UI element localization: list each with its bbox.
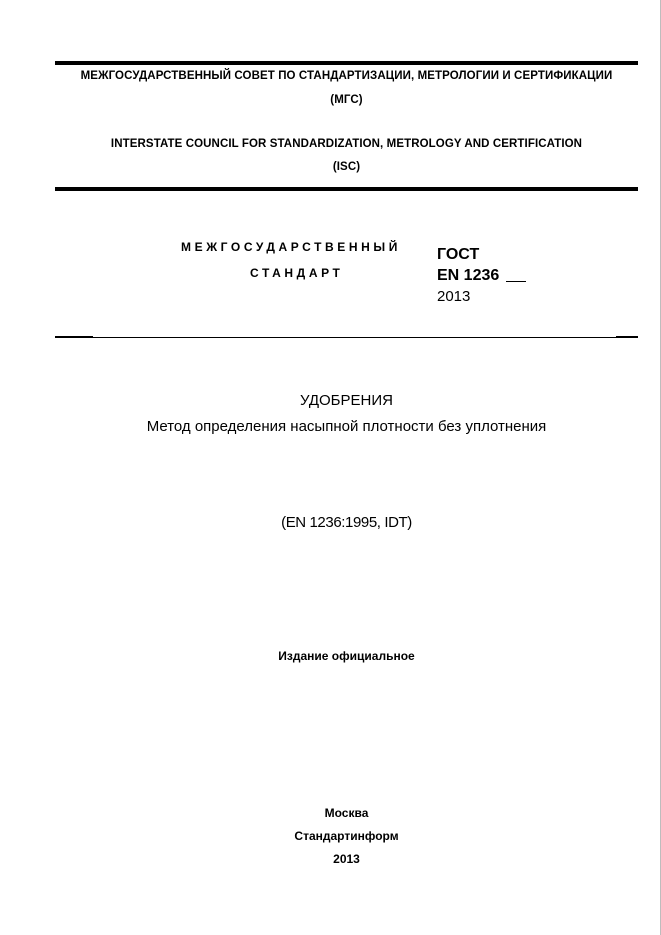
document-subtitle: Метод определения насыпной плотности без уплотнения <box>146 418 547 435</box>
gost-year-row <box>437 288 470 306</box>
standard-type-line1: МЕЖГОСУДАРСТВЕННЫЙ <box>181 240 401 254</box>
council-abbr-en: (ISC) <box>332 161 361 173</box>
gost-designation <box>437 246 479 264</box>
edition-note: Издание официальное <box>278 649 415 663</box>
imprint-city: Москва <box>324 806 369 820</box>
council-bottom-rule <box>55 187 638 191</box>
imprint-publisher: Стандартинформ <box>294 829 399 843</box>
gost-year: 2013 <box>437 288 471 305</box>
equivalence-designation: (EN 1236:1995, IDT) <box>281 514 412 531</box>
header-rule-right-stub <box>616 336 638 338</box>
council-name-ru: МЕЖГОСУДАРСТВЕННЫЙ СОВЕТ ПО СТАНДАРТИЗАЦИИ, МЕТРОЛОГИИ И СЕРТИФИКАЦИИ <box>80 70 613 82</box>
council-abbr-ru: (МГС) <box>330 94 363 106</box>
gost-label: ГОСТ <box>437 246 480 263</box>
council-name-en: INTERSTATE COUNCIL FOR STANDARDIZATION, METROLOGY AND CERTIFICATION <box>110 138 583 150</box>
header-bottom-rule <box>55 337 638 338</box>
gost-number-row <box>437 267 499 285</box>
gost-number: EN 1236 <box>437 267 500 284</box>
header-rule-left-stub <box>55 336 93 338</box>
gost-number-dash <box>506 281 526 282</box>
document-title: УДОБРЕНИЯ <box>300 392 393 409</box>
imprint-year: 2013 <box>333 852 360 866</box>
top-rule <box>55 61 638 65</box>
standard-type-line2: СТАНДАРТ <box>250 266 344 280</box>
